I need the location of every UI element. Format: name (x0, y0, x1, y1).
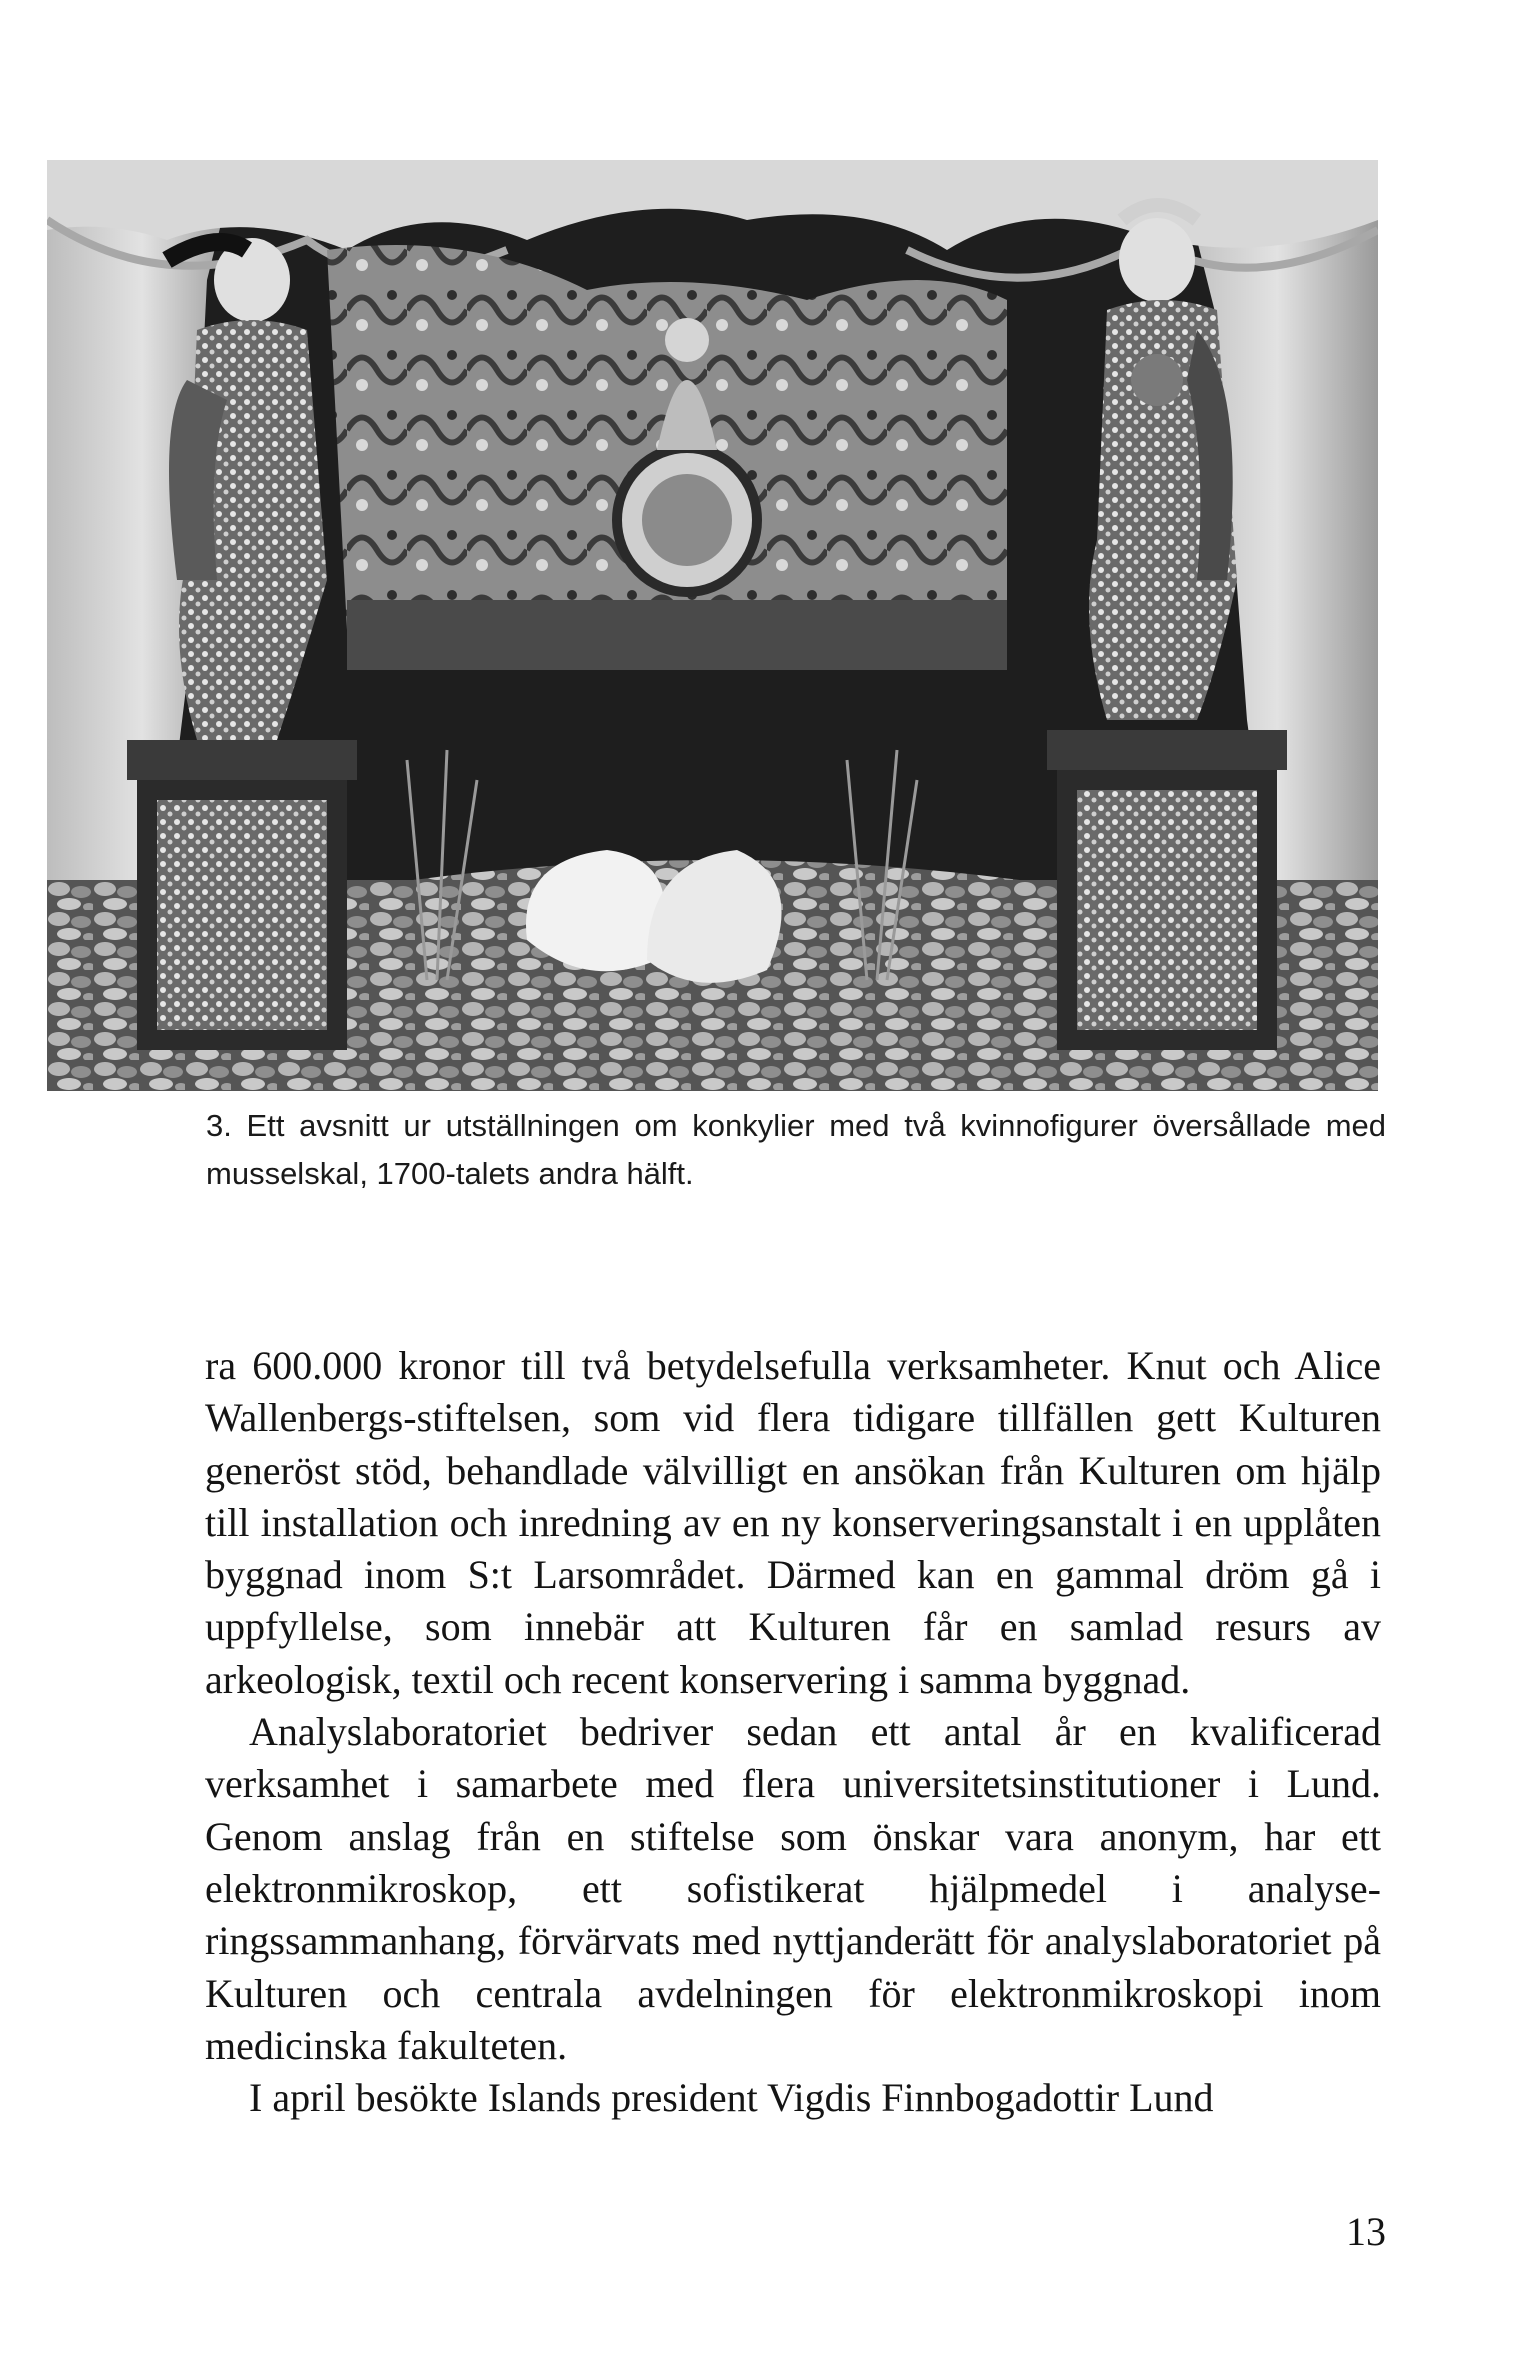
paragraph-1: ra 600.000 kronor till två betydelsefulla verksamheter. Knut och Alice Wallenbergs-stiftelsen, som vid flera tidigare tillfällen gett Kulturen generöst stöd, behandlade välvilligt en ansökan från Kulturen om hjälp till installation och inredning av en ny konserveringsanstalt i en upplåten byggnad inom S:t Larsområdet. Därmed kan en gammal dröm gå i uppfyllelse, som innebär att Kulturen får en samlad resurs av arkeologisk, textil och recent konservering i samma byggnad. (205, 1343, 1381, 1702)
exhibition-photograph (47, 160, 1378, 1091)
figure-caption-text: 3. Ett avsnitt ur utställningen om konkylier med två kvinnofigurer översållade med musselskal, 1700-talets andra hälft. (206, 1108, 1386, 1191)
figure-caption (206, 1102, 1386, 1198)
paragraph-2: Analyslaboratoriet bedriver sedan ett antal år en kvalificerad verksamhet i samarbete med flera universitetsinstitutioner i Lund. Genom anslag från en stiftelse som önskar vara anonym, har ett elektronmikroskop, ett sofistikerat hjälpmedel i analyseringssammanhang, förvärvats med nyttjanderätt för analyslaboratoriet på Kulturen och centrala avdelningen för elektronmikroskopi inom medicinska fakulteten. (205, 1709, 1381, 2068)
paragraph-3: I april besökte Islands president Vigdis Finnbogadottir Lund (249, 2075, 1214, 2121)
photograph-shell-exhibition-icon (47, 160, 1378, 1091)
page-number: 13 (1346, 2209, 1386, 2254)
body-text (205, 1340, 1381, 2124)
